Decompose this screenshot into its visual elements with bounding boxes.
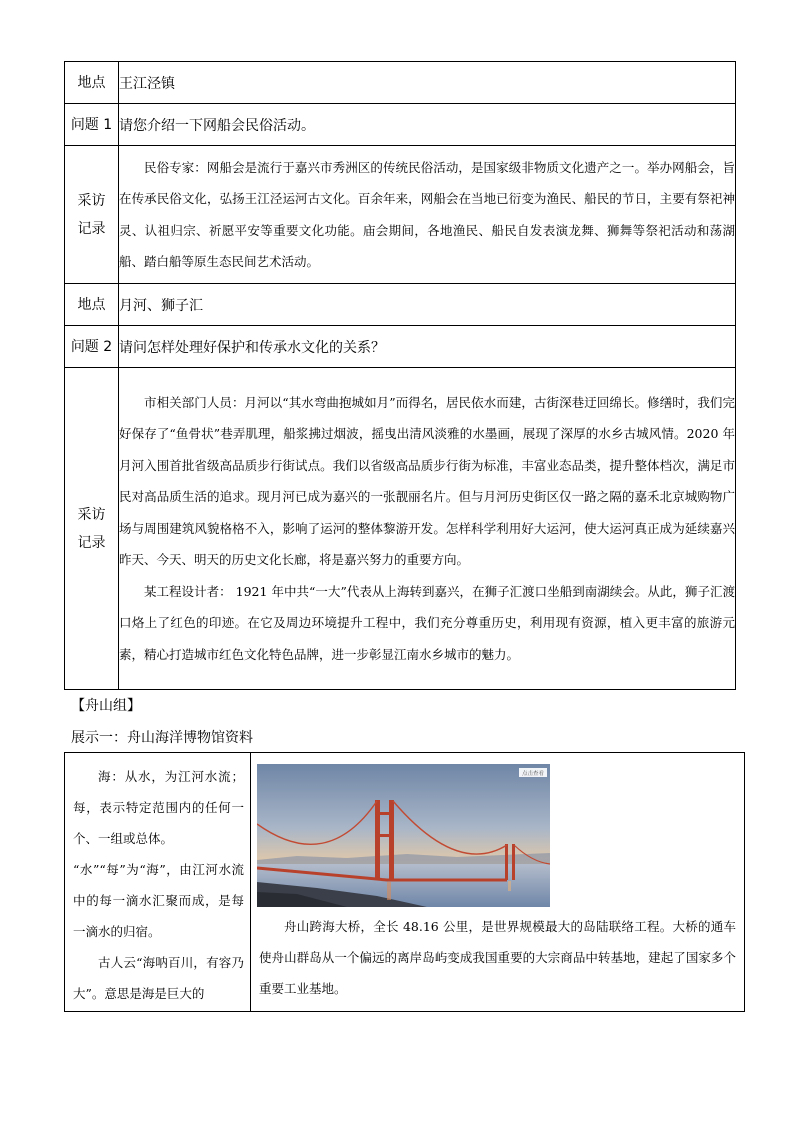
row-label: 问题 2 bbox=[65, 326, 119, 368]
group-heading: 【舟山组】 bbox=[71, 698, 141, 714]
table-row bbox=[65, 146, 736, 284]
show-title: 展示一：舟山海洋博物馆资料 bbox=[71, 730, 253, 746]
record-paragraph: 某工程设计者： 1921 年中共“一大”代表从上海转到嘉兴，在狮子汇渡口坐船到南湖续会。从此，狮子汇渡口烙上了红色的印迹。在它及周边环境提升工程中，我们充分尊重历史，利用现有资源，植入更丰富的旅游元素，精心打造城市红色文化特色品牌，进一步彰显江南水乡城市的魅力。 bbox=[119, 583, 735, 662]
label-line: 采访 bbox=[77, 506, 106, 523]
explanation-paragraph: “水”“每”为“海”，由江河水流中的每一滴水汇聚而成，是每一滴水的归宿。 bbox=[73, 862, 244, 939]
interview-table bbox=[64, 61, 736, 690]
record-text bbox=[119, 146, 736, 284]
bridge-cell bbox=[251, 753, 745, 1012]
label-line: 记录 bbox=[77, 220, 106, 237]
record-text bbox=[119, 368, 736, 690]
question-value: 请问怎样处理好保护和传承水文化的关系？ bbox=[119, 326, 736, 368]
explanation-paragraph: 海：从水，为江河水流；每，表示特定范围内的任何一个、一组或总体。 bbox=[73, 769, 244, 846]
record-paragraph: 市相关部门人员：月河以“其水弯曲抱城如月”而得名，居民依水而建，古街深巷迂回绵长。修缮时，我们完好保存了“鱼骨状”巷弄肌理，船浆拂过烟波，摇曳出清风淡雅的水墨画，展现了深厚的水乡古城风情。2020 年月河入围首批省级高品质步行街试点。我们以省级高品质步行街为标准，丰富业态品类，提升整体档次，满足市民对高品质生活的追求。现月河已成为嘉兴的一张靓丽名片。但与月河历史街区仅一路之隔的嘉禾北京城购物广场与周围建筑风貌格格不入，影响了运河的整体黎游开发。怎样科学利用好大运河，使大运河真正成为延续嘉兴昨天、今天、明天的历史文化长廊，将是嘉兴努力的重要方向。 bbox=[119, 394, 735, 568]
explanation-paragraph: 古人云“海呐百川，有容乃大”。意思是海是巨大的 bbox=[73, 955, 244, 1001]
table-row bbox=[65, 326, 736, 368]
label-line: 采访 bbox=[77, 192, 106, 209]
character-explanation bbox=[65, 753, 251, 1012]
row-label bbox=[65, 368, 119, 690]
row-label: 地点 bbox=[65, 62, 119, 104]
table-row bbox=[65, 104, 736, 146]
question-value: 请您介绍一下网船会民俗活动。 bbox=[119, 104, 736, 146]
bridge-photo bbox=[257, 764, 550, 907]
table-row bbox=[65, 62, 736, 104]
table-row bbox=[65, 284, 736, 326]
row-label: 地点 bbox=[65, 284, 119, 326]
photo-badge: 点击查看 bbox=[521, 771, 545, 777]
row-label bbox=[65, 146, 119, 284]
location-value: 月河、狮子汇 bbox=[119, 284, 736, 326]
table-row bbox=[65, 368, 736, 690]
row-label: 问题 1 bbox=[65, 104, 119, 146]
location-value: 王江泾镇 bbox=[119, 62, 736, 104]
record-paragraph: 民俗专家：网船会是流行于嘉兴市秀洲区的传统民俗活动，是国家级非物质文化遗产之一。举办网船会，旨在传承民俗文化，弘扬王江泾运河古文化。百余年来，网船会在当地已衍变为渔民、船民的节日，主要有祭祀神灵、认祖归宗、祈愿平安等重要文化功能。庙会期间，各地渔民、船民自发表演龙舞、狮舞等祭祀活动和荡湖船、踏白船等原生态民间艺术活动。 bbox=[119, 159, 735, 269]
label-line: 记录 bbox=[77, 534, 106, 551]
bridge-caption: 舟山跨海大桥，全长 48.16 公里，是世界规模最大的岛陆联络工程。大桥的通车使舟山群岛从一个偏远的离岸岛屿变成我国重要的大宗商品中转基地，建起了国家多个重要工业基地。 bbox=[259, 919, 736, 996]
museum-table bbox=[64, 752, 745, 1012]
